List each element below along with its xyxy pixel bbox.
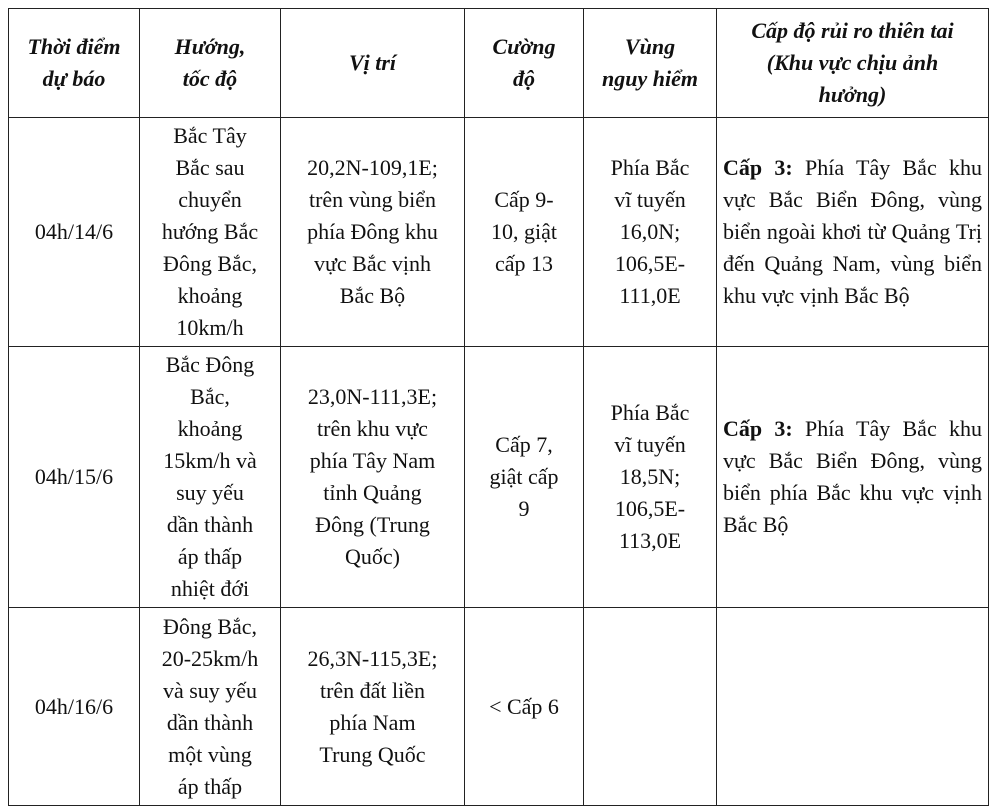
position-cell: 20,2N-109,1E; trên vùng biển phía Đông khu vực Bắc vịnh Bắc Bộ <box>281 118 465 347</box>
header-intensity: Cường độ <box>465 9 584 118</box>
header-row <box>9 9 989 118</box>
table-row <box>9 347 989 608</box>
risk-area-text: Phía Tây Bắc khu vực Bắc Biển Đông, vùng biển phía Bắc khu vực vịnh Bắc Bộ <box>723 416 982 537</box>
header-time: Thời điểm dự báo <box>9 9 140 118</box>
intensity-cell: Cấp 7, giật cấp 9 <box>465 347 584 608</box>
time-cell: 04h/14/6 <box>9 118 140 347</box>
header-risk-level: Cấp độ rủi ro thiên tai (Khu vực chịu ảnh hưởng) <box>717 9 989 118</box>
danger-zone-cell: Phía Bắc vĩ tuyến 18,5N; 106,5E- 113,0E <box>584 347 717 608</box>
time-cell: 04h/16/6 <box>9 608 140 806</box>
risk-level-cell <box>717 118 989 347</box>
header-position: Vị trí <box>281 9 465 118</box>
table-row <box>9 608 989 806</box>
header-danger-zone: Vùng nguy hiểm <box>584 9 717 118</box>
risk-level-label: Cấp 3: <box>723 155 793 180</box>
direction-cell: Đông Bắc, 20-25km/h và suy yếu dần thành một vùng áp thấp <box>140 608 281 806</box>
risk-level-cell <box>717 347 989 608</box>
intensity-cell: Cấp 9- 10, giật cấp 13 <box>465 118 584 347</box>
risk-area-text: Phía Tây Bắc khu vực Bắc Biển Đông, vùng biển ngoài khơi từ Quảng Trị đến Quảng Nam, vùng biển khu vực vịnh Bắc Bộ <box>723 155 982 308</box>
forecast-table <box>8 8 989 806</box>
time-cell: 04h/15/6 <box>9 347 140 608</box>
danger-zone-cell: Phía Bắc vĩ tuyến 16,0N; 106,5E- 111,0E <box>584 118 717 347</box>
danger-zone-cell <box>584 608 717 806</box>
risk-level-label: Cấp 3: <box>723 416 793 441</box>
position-cell: 23,0N-111,3E; trên khu vực phía Tây Nam tỉnh Quảng Đông (Trung Quốc) <box>281 347 465 608</box>
table-row <box>9 118 989 347</box>
direction-cell: Bắc Tây Bắc sau chuyển hướng Bắc Đông Bắc, khoảng 10km/h <box>140 118 281 347</box>
direction-cell: Bắc Đông Bắc, khoảng 15km/h và suy yếu dần thành áp thấp nhiệt đới <box>140 347 281 608</box>
position-cell: 26,3N-115,3E; trên đất liền phía Nam Trung Quốc <box>281 608 465 806</box>
intensity-cell: < Cấp 6 <box>465 608 584 806</box>
risk-level-cell <box>717 608 989 806</box>
header-direction-speed: Hướng, tốc độ <box>140 9 281 118</box>
